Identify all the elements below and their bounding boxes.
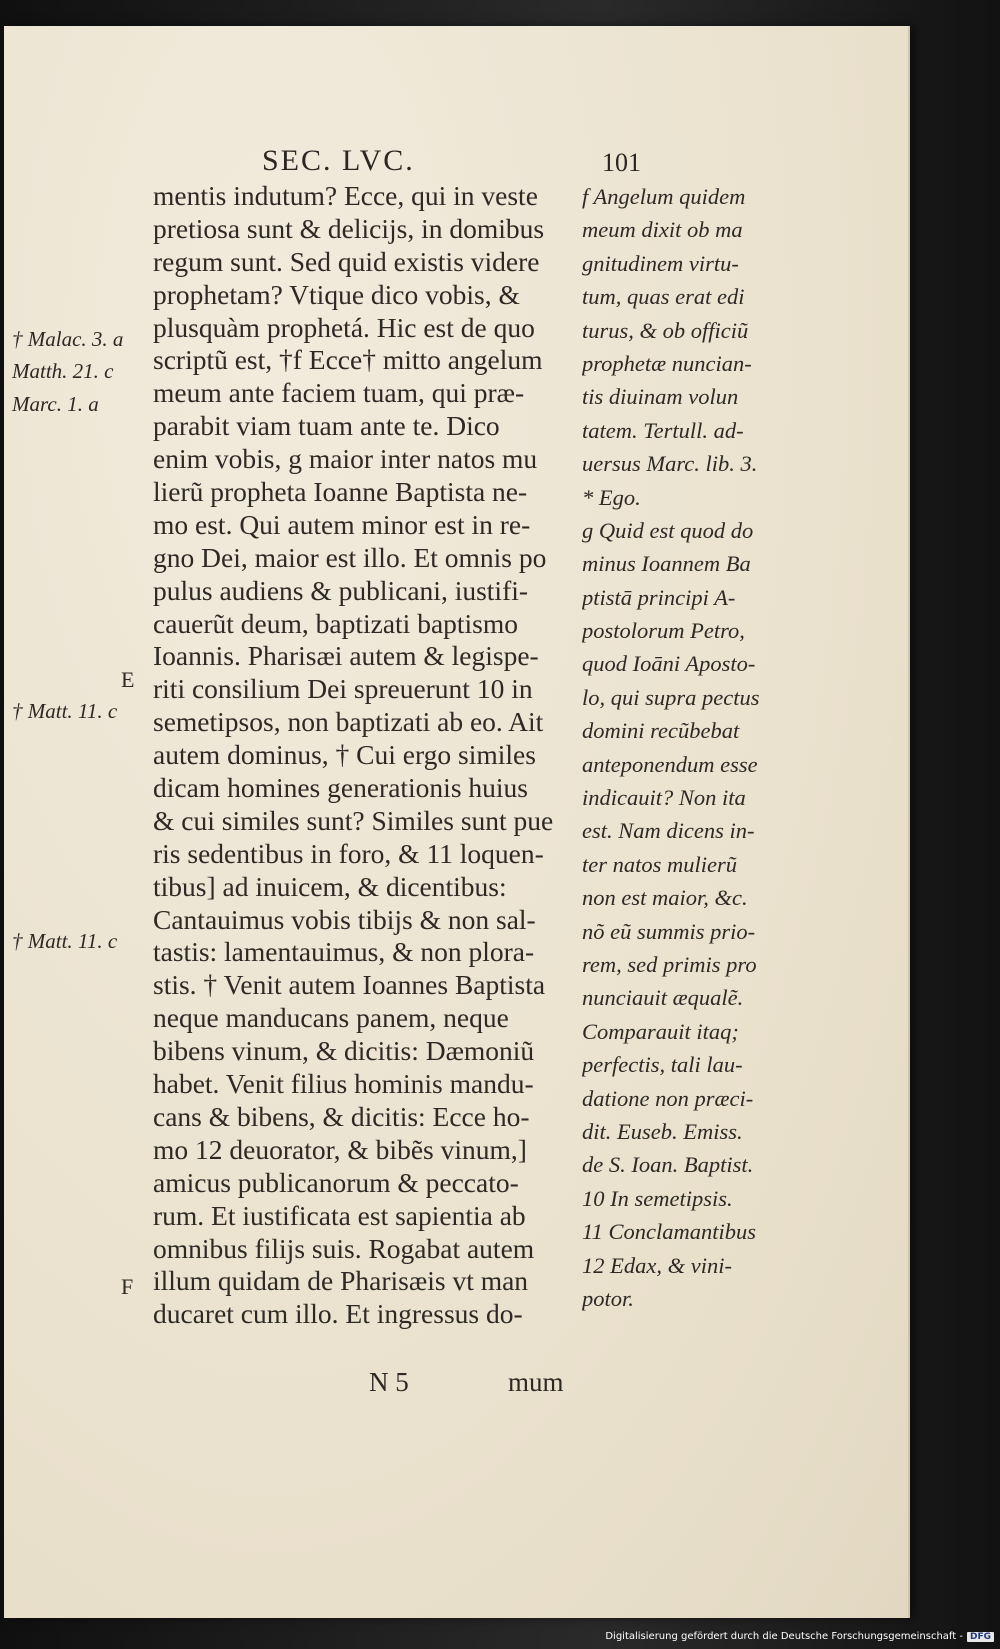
text-line: dicam homines generationis huius bbox=[153, 772, 528, 804]
footer-text: Digitalisierung gefördert durch die Deutsche Forschungsgemeinschaft - bbox=[605, 1631, 963, 1642]
commentary-line: prophetæ nuncian- bbox=[582, 350, 752, 376]
section-letter-f: F bbox=[121, 1274, 134, 1299]
commentary-line: potor. bbox=[582, 1285, 634, 1311]
text-line: amicus publicanorum & peccato- bbox=[153, 1166, 519, 1198]
text-line: prophetam? Vtique dico vobis, & bbox=[153, 278, 520, 310]
commentary-line: ptistā principi A- bbox=[582, 584, 736, 610]
commentary-line: * Ego. bbox=[582, 484, 641, 510]
commentary-line: quod Ioāni Aposto- bbox=[582, 651, 756, 677]
commentary-line: meum dixit ob ma bbox=[582, 217, 743, 243]
running-head: SEC. LVC. bbox=[262, 144, 415, 177]
commentary-line: gnitudinem virtu- bbox=[582, 250, 739, 276]
commentary-line: est. Nam dicens in- bbox=[582, 818, 755, 844]
commentary-line: domini recũbebat bbox=[582, 718, 740, 744]
text-line: meum ante faciem tuam, qui præ- bbox=[153, 377, 525, 409]
text-line: pretiosa sunt & delicijs, in domibus bbox=[153, 212, 545, 244]
text-line: riti consilium Dei spreuerunt 10 in bbox=[153, 673, 533, 705]
text-line: scriptũ est, †f Ecce† mitto angelum bbox=[153, 344, 543, 376]
commentary-line: datione non præci- bbox=[582, 1085, 754, 1111]
text-line: cans & bibens, & dicitis: Ecce ho- bbox=[153, 1100, 530, 1132]
margin-note-mark-1: Marc. 1. a bbox=[12, 392, 99, 416]
commentary-line: ter natos mulierũ bbox=[582, 851, 737, 877]
text-line: pulus audiens & publicani, iustifi- bbox=[153, 574, 529, 606]
commentary-line: 12 Edax, & vini- bbox=[582, 1252, 732, 1278]
book-page bbox=[4, 26, 910, 1618]
commentary-line: f Angelum quidem bbox=[582, 184, 746, 209]
commentary-line: lo, qui supra pectus bbox=[582, 684, 760, 710]
signature-mark: N 5 bbox=[369, 1367, 409, 1397]
text-line: semetipsos, non baptizati ab eo. Ait bbox=[153, 706, 544, 738]
text-line: enim vobis, g maior inter natos mu bbox=[153, 443, 538, 475]
page-number: 101 bbox=[602, 148, 641, 177]
text-line: mo 12 deuorator, & bibẽs vinum,] bbox=[153, 1133, 527, 1165]
commentary-line: anteponendum esse bbox=[582, 751, 758, 777]
text-line: mo est. Qui autem minor est in re- bbox=[153, 508, 531, 540]
text-line: ris sedentibus in foro, & 11 loquen- bbox=[153, 837, 544, 869]
text-line: lierũ propheta Ioanne Baptista ne- bbox=[153, 476, 528, 508]
text-line: & cui similes sunt? Similes sunt pue bbox=[153, 804, 554, 836]
commentary-line: indicauit? Non ita bbox=[582, 785, 746, 811]
margin-note-matthew-11-b: † Matt. 11. c bbox=[12, 929, 118, 953]
commentary-line: postolorum Petro, bbox=[582, 618, 745, 644]
text-line: tibus] ad inuicem, & dicentibus: bbox=[153, 870, 507, 902]
margin-note-matthew-11-a: † Matt. 11. c bbox=[12, 699, 118, 723]
text-line: ducaret cum illo. Et ingressus do- bbox=[153, 1298, 523, 1330]
dfg-logo: DFG bbox=[967, 1632, 994, 1642]
text-line: omnibus filijs suis. Rogabat autem bbox=[153, 1232, 535, 1264]
commentary-line: minus Ioannem Ba bbox=[582, 551, 751, 577]
main-text-column bbox=[153, 180, 578, 1331]
commentary-line: tatem. Tertull. ad- bbox=[582, 417, 744, 443]
commentary-line: Comparauit itaq; bbox=[582, 1018, 739, 1044]
text-line: autem dominus, † Cui ergo similes bbox=[153, 739, 536, 771]
margin-note-matthew-21: Matth. 21. c bbox=[12, 359, 114, 383]
commentary-line: de S. Ioan. Baptist. bbox=[582, 1152, 754, 1178]
text-line: cauerũt deum, baptizati baptismo bbox=[153, 607, 519, 639]
text-line: Cantauimus vobis tibijs & non sal- bbox=[153, 903, 536, 935]
text-line: mentis indutum? Ecce, qui in veste bbox=[153, 180, 538, 211]
commentary-line: 11 Conclamantibus bbox=[582, 1219, 756, 1245]
commentary-line: dit. Euseb. Emiss. bbox=[582, 1118, 743, 1144]
section-letter-e: E bbox=[121, 667, 135, 692]
right-margin-commentary bbox=[582, 180, 797, 1315]
commentary-line: rem, sed primis pro bbox=[582, 951, 757, 977]
text-line: Ioannis. Pharisæi autem & legispe- bbox=[153, 640, 539, 672]
commentary-line: nõ eũ summis prio- bbox=[582, 918, 756, 944]
text-line: plusquàm prophetá. Hic est de quo bbox=[153, 311, 535, 343]
commentary-line: perfectis, tali lau- bbox=[582, 1052, 743, 1078]
text-line: illum quidam de Pharisæis vt man bbox=[153, 1265, 529, 1297]
text-line: bibens vinum, & dicitis: Dæmoniũ bbox=[153, 1035, 535, 1067]
commentary-line: turus, & ob officiũ bbox=[582, 317, 749, 343]
commentary-line: tis diuinam volun bbox=[582, 384, 739, 410]
margin-note-malachi: † Malac. 3. a bbox=[12, 327, 124, 351]
commentary-line: tum, quas erat edi bbox=[582, 284, 745, 310]
text-line: habet. Venit filius hominis mandu- bbox=[153, 1068, 534, 1100]
catchword: mum bbox=[508, 1367, 564, 1397]
commentary-line: uersus Marc. lib. 3. bbox=[582, 451, 758, 477]
text-line: tastis: lamentauimus, & non plora- bbox=[153, 936, 535, 968]
text-line: stis. † Venit autem Ioannes Baptista bbox=[153, 969, 546, 1001]
text-line: rum. Et iustificata est sapientia ab bbox=[153, 1199, 526, 1231]
text-line: parabit viam tuam ante te. Dico bbox=[153, 410, 500, 442]
commentary-line: non est maior, &c. bbox=[582, 885, 748, 911]
digitization-footer bbox=[605, 1631, 994, 1642]
text-line: regum sunt. Sed quid existis videre bbox=[153, 245, 540, 277]
commentary-line: g Quid est quod do bbox=[582, 517, 754, 543]
commentary-line: 10 In semetipsis. bbox=[582, 1185, 733, 1211]
text-line: gno Dei, maior est illo. Et omnis po bbox=[153, 541, 547, 573]
text-line: neque manducans panem, neque bbox=[153, 1002, 509, 1034]
commentary-line: nunciauit æqualẽ. bbox=[582, 985, 744, 1011]
